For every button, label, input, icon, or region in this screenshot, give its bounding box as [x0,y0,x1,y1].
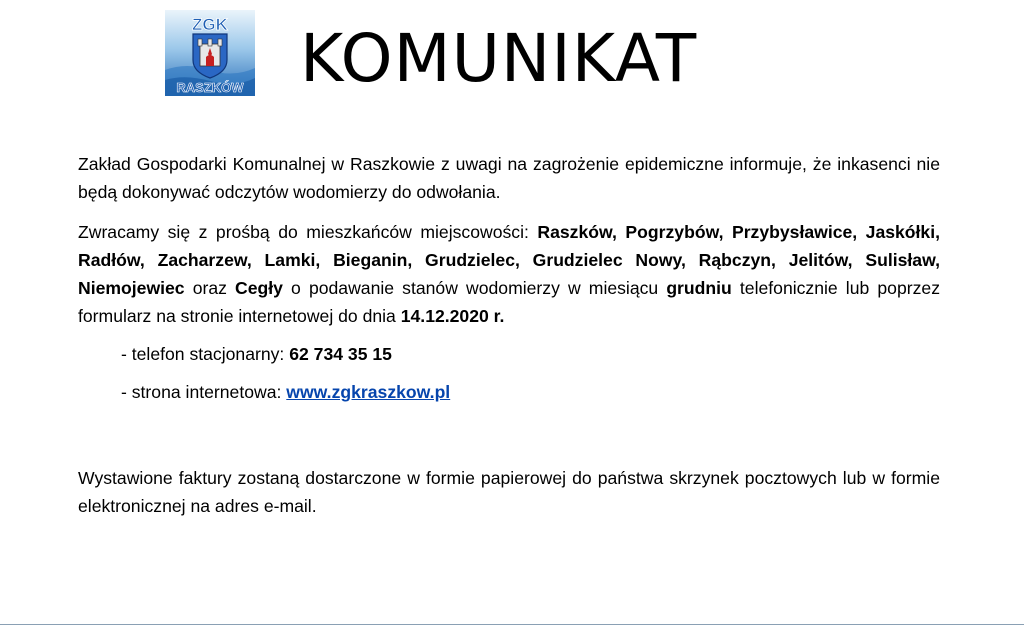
website-label: - strona internetowa: [121,382,287,402]
paragraph-request [78,218,940,330]
request-month: grudniu [666,278,732,298]
zgk-logo [165,10,255,96]
request-text-a: o podawanie stanów wodomierzy w miesiącu [282,278,667,298]
phone-line [78,340,940,368]
request-oraz: oraz [184,278,236,298]
page-title: KOMUNIKAT [300,20,698,97]
website-line [78,378,940,406]
announcement-body [78,150,940,520]
logo-top-text: ZGK [192,15,228,34]
paragraph-invoices: Wystawione faktury zostaną dostarczone w formie papierowej do państwa skrzynek pocztowych lub w formie elektronicznej na adres e-mail. [78,468,940,516]
request-text-b: telefonicznie lub poprzez formularz na stronie internetowej do dnia [78,278,940,326]
request-intro: Zwracamy się z prośbą do mieszkańców miejscowości: [78,222,538,242]
last-place: Cegły [235,278,283,298]
places-list: Raszków, Pogrzybów, Przybysławice, Jaskółki, Radłów, Zacharzew, Lamki, Bieganin, Grudzielec, Grudzielec Nowy, Rąbczyn, Jelitów, Sulisław, Niemojewiec [78,222,940,298]
logo-bottom-text: RASZKÓW [176,80,244,95]
bottom-divider [0,624,1024,625]
deadline-date: 14.12.2020 r. [400,306,505,326]
phone-label: - telefon stacjonarny: [121,344,290,364]
website-link[interactable]: www.zgkraszkow.pl [286,382,451,402]
paragraph-epidemic-info: Zakład Gospodarki Komunalnej w Raszkowie z uwagi na zagrożenie epidemiczne informuje, że inkasenci nie będą dokonywać odczytów wodomierzy do odwołania. [78,154,940,202]
phone-number: 62 734 35 15 [289,344,392,364]
